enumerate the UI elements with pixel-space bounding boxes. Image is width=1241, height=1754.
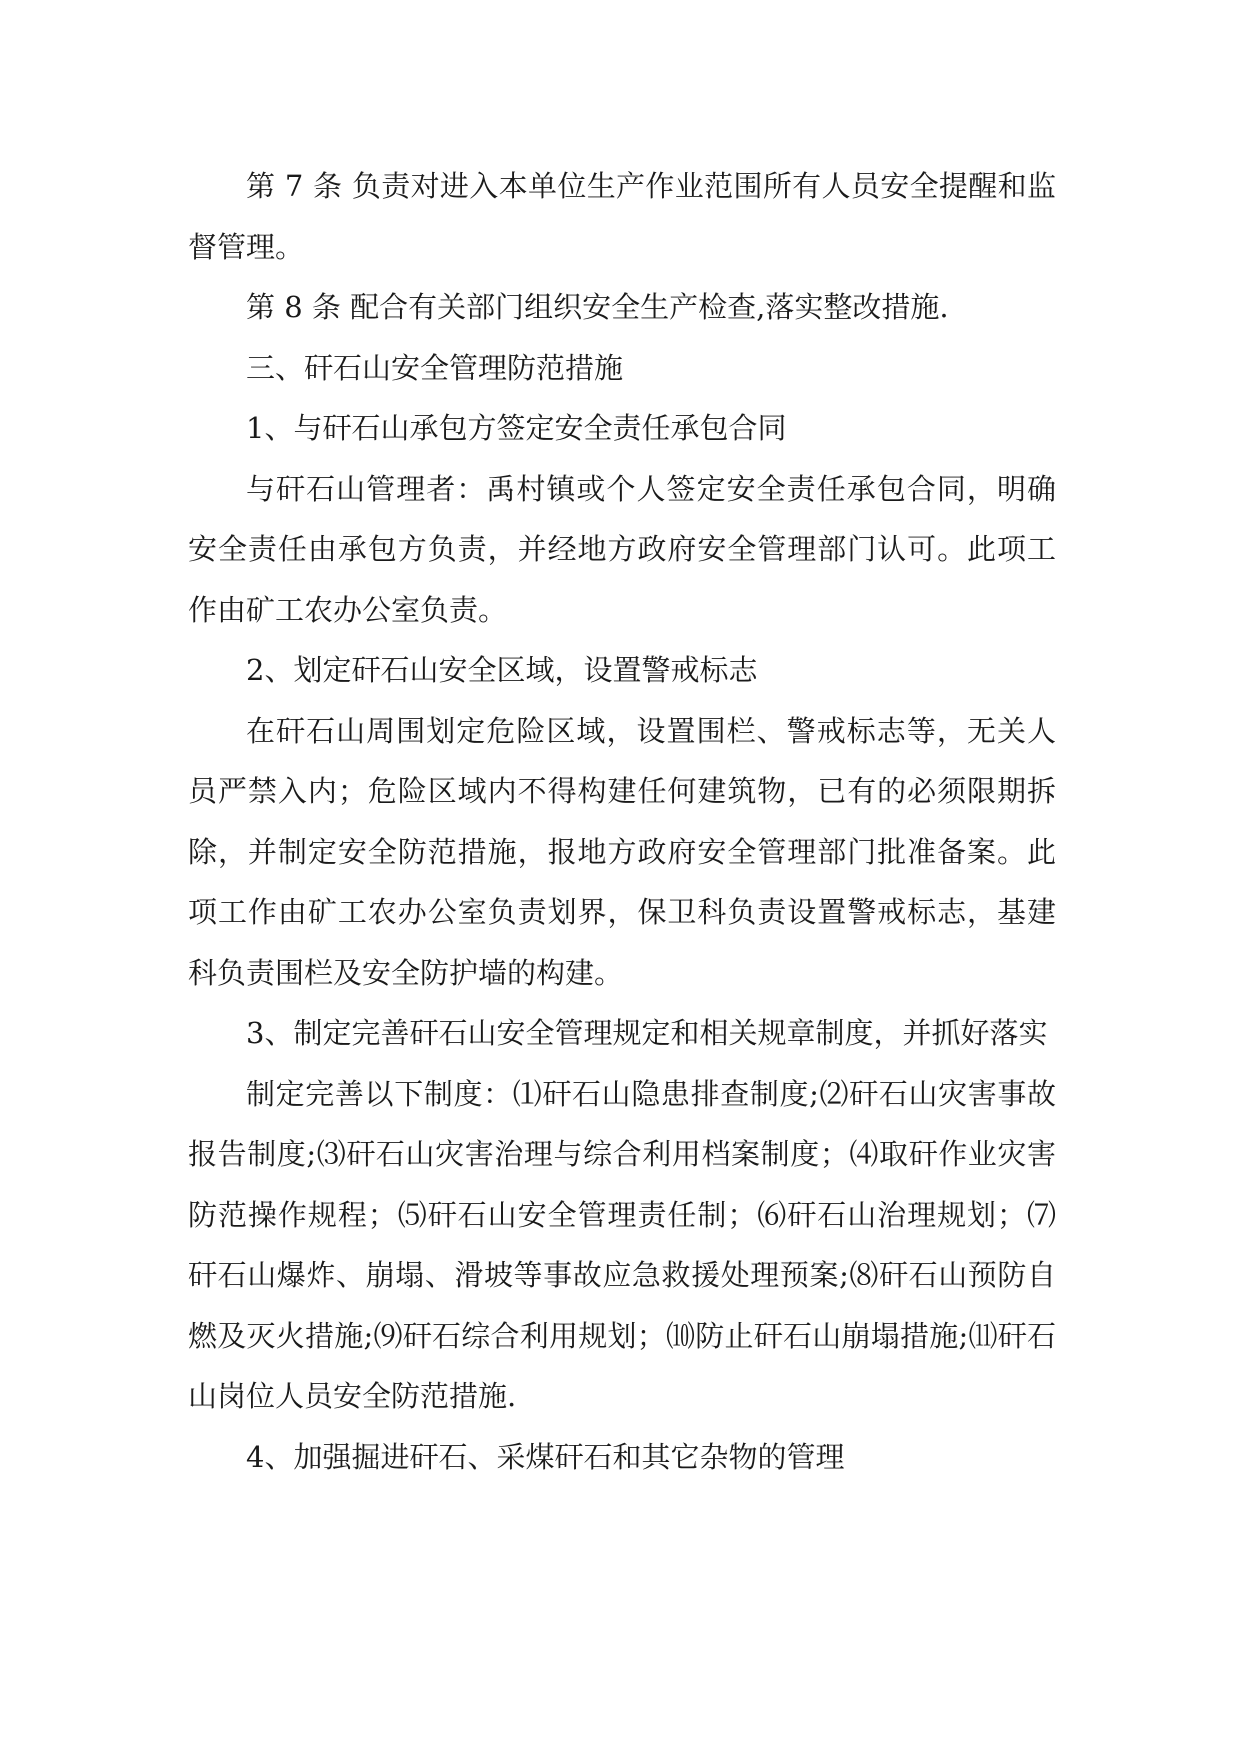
document-page <box>188 156 1056 1487</box>
subheading-2: 2、划定矸石山安全区域，设置警戒标志 <box>246 653 758 687</box>
paragraph-article-7: 第 7 条 负责对进入本单位生产作业范围所有人员安全提醒和监督管理。 <box>188 169 1056 264</box>
paragraph-article-8: 第 8 条 配合有关部门组织安全生产检查,落实整改措施. <box>246 290 949 324</box>
subheading-4: 4、加强掘进矸石、采煤矸石和其它杂物的管理 <box>246 1439 845 1474</box>
paragraph-regulations: 制定完善以下制度：⑴矸石山隐患排查制度;⑵矸石山灾害事故报告制度;⑶矸石山灾害治理与综合利用档案制度；⑷取矸作业灾害防范操作规程；⑸矸石山安全管理责任制；⑹矸石山治理规划；⑺矸石山爆炸、崩塌、滑坡等事故应急救援处理预案;⑻矸石山预防自燃及灭火措施;⑼矸石综合利用规划；⑽防止矸石山崩塌措施;⑾矸石山岗位人员安全防范措施. <box>188 1076 1056 1413</box>
subheading-1: 1、与矸石山承包方签定安全责任承包合同 <box>246 411 787 445</box>
subheading-3: 3、制定完善矸石山安全管理规定和相关规章制度，并抓好落实 <box>246 1016 1048 1050</box>
paragraph-contract: 与矸石山管理者：禹村镇或个人签定安全责任承包合同，明确安全责任由承包方负责，并经地方政府安全管理部门认可。此项工作由矿工农办公室负责。 <box>188 471 1056 627</box>
section-heading-3: 三、矸石山安全管理防范措施 <box>246 350 624 385</box>
paragraph-danger-zone: 在矸石山周围划定危险区域，设置围栏、警戒标志等，无关人员严禁入内；危险区域内不得构建任何建筑物，已有的必须限期拆除，并制定安全防范措施，报地方政府安全管理部门批准备案。此项工作由矿工农办公室负责划界，保卫科负责设置警戒标志，基建科负责围栏及安全防护墙的构建。 <box>188 713 1056 990</box>
